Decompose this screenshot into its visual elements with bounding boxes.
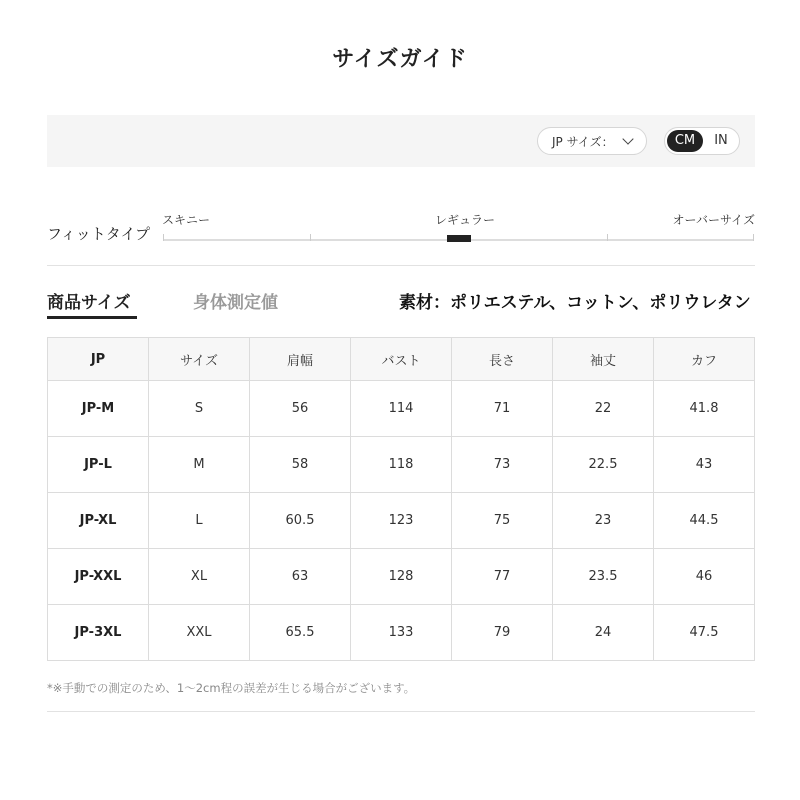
tab-product-size[interactable]: 商品サイズ <box>47 293 131 313</box>
table-row <box>48 381 755 437</box>
size-select-label: JP サイズ： <box>552 134 614 149</box>
table-row <box>48 605 755 661</box>
table-cell: 24 <box>553 605 654 661</box>
table-cell: S <box>149 381 250 437</box>
table-cell: JP-L <box>48 437 149 493</box>
header-cuff: カフ <box>654 338 755 381</box>
table-cell: JP-XXL <box>48 549 149 605</box>
header-jp: JP <box>48 338 149 381</box>
header-length: 長さ <box>452 338 553 381</box>
table-cell: 58 <box>250 437 351 493</box>
table-cell: 56 <box>250 381 351 437</box>
active-tab-underline <box>47 316 137 319</box>
size-table <box>47 337 755 661</box>
table-cell: 23 <box>553 493 654 549</box>
table-cell: 43 <box>654 437 755 493</box>
table-cell: 44.5 <box>654 493 755 549</box>
table-cell: 79 <box>452 605 553 661</box>
table-cell: 75 <box>452 493 553 549</box>
header-size: サイズ <box>149 338 250 381</box>
table-cell: 22 <box>553 381 654 437</box>
fit-scale-tick <box>607 234 608 241</box>
fit-scale-tick <box>310 234 311 241</box>
table-cell: 118 <box>351 437 452 493</box>
unit-in-button[interactable]: IN <box>714 133 728 148</box>
table-cell: 41.8 <box>654 381 755 437</box>
header-bust: バスト <box>351 338 452 381</box>
table-cell: XL <box>149 549 250 605</box>
table-cell: JP-3XL <box>48 605 149 661</box>
fit-option-regular[interactable]: レギュラー <box>435 213 496 227</box>
table-cell: 133 <box>351 605 452 661</box>
header-shoulder: 肩幅 <box>250 338 351 381</box>
chevron-down-icon <box>622 133 633 144</box>
table-cell: 128 <box>351 549 452 605</box>
table-row <box>48 549 755 605</box>
table-cell: 65.5 <box>250 605 351 661</box>
table-cell: 77 <box>452 549 553 605</box>
table-cell: 46 <box>654 549 755 605</box>
header-sleeve: 袖丈 <box>553 338 654 381</box>
table-cell: 23.5 <box>553 549 654 605</box>
material-text: 素材：ポリエステル、コットン、ポリウレタン <box>399 293 751 313</box>
table-cell: 63 <box>250 549 351 605</box>
unit-cm-button[interactable]: CM <box>667 130 703 152</box>
fit-scale-tick <box>163 234 164 241</box>
fit-option-skinny[interactable]: スキニー <box>162 213 211 227</box>
table-cell: 47.5 <box>654 605 755 661</box>
footer-divider <box>47 711 755 712</box>
table-cell: M <box>149 437 250 493</box>
table-cell: 73 <box>452 437 553 493</box>
page-title: サイズガイド <box>332 47 468 72</box>
table-cell: XXL <box>149 605 250 661</box>
table-cell: 123 <box>351 493 452 549</box>
table-cell: 71 <box>452 381 553 437</box>
table-cell: 60.5 <box>250 493 351 549</box>
tab-body-measurements[interactable]: 身体測定値 <box>193 293 278 313</box>
table-cell: L <box>149 493 250 549</box>
table-cell: 22.5 <box>553 437 654 493</box>
table-row <box>48 493 755 549</box>
unit-toggle <box>664 127 740 155</box>
table-cell: 114 <box>351 381 452 437</box>
table-cell: JP-XL <box>48 493 149 549</box>
measurement-note: *※手動での測定のため、1〜2cm程の誤差が生じる場合がございます。 <box>47 681 416 695</box>
fit-scale-marker <box>447 235 471 242</box>
fit-type-label: フィットタイプ <box>47 225 151 243</box>
jp-size-select[interactable] <box>537 127 647 155</box>
section-divider <box>47 265 755 266</box>
table-row <box>48 437 755 493</box>
table-cell: JP-M <box>48 381 149 437</box>
size-toolbar <box>47 115 755 167</box>
fit-scale-tick <box>753 234 754 241</box>
table-header-row <box>48 338 755 381</box>
fit-option-oversize[interactable]: オーバーサイズ <box>672 213 755 227</box>
